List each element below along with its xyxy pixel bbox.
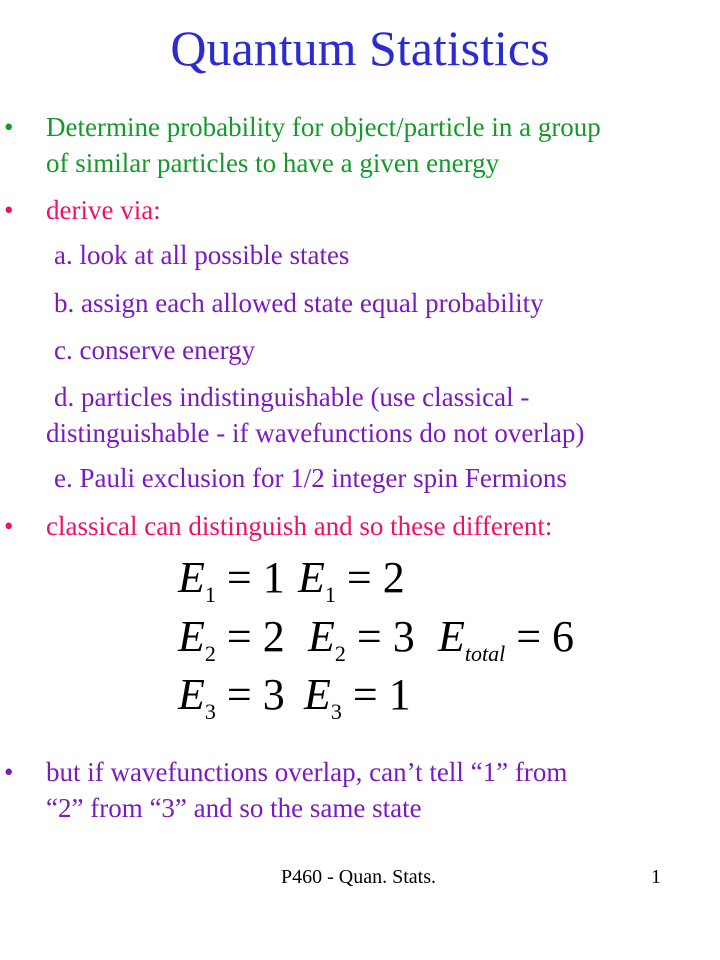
bullet-text: classical can distinguish and so these different: (46, 511, 553, 541)
bullet-text: derive via: (46, 195, 161, 225)
bullet-text: of similar particles to have a given energy (46, 148, 500, 178)
equation-e3-2: $E_3 = 1$ (304, 670, 411, 724)
sub-item-d-continued: distinguishable - if wavefunctions do not overlap) (46, 418, 585, 448)
equation-e1-2: $E_1 = 2$ (298, 553, 405, 607)
equation-e2-1: $E_2 = 2$ (178, 612, 285, 666)
slide-title: Quantum Statistics (170, 20, 550, 76)
bullet-text: Determine probability for object/particle in a group (46, 112, 601, 142)
bullet-marker: • (4, 757, 14, 787)
footer-page-number: 1 (651, 866, 661, 888)
bullet-marker: • (4, 112, 14, 142)
equation-e3-1: $E_3 = 3$ (178, 670, 285, 724)
sub-item-d: d. particles indistinguishable (use classical - (54, 382, 530, 412)
bullet-marker: • (4, 511, 14, 541)
bullet-marker: • (4, 195, 14, 225)
sub-item-a: a. look at all possible states (54, 240, 350, 270)
equation-e2-2: $E_2 = 3$ (308, 612, 415, 666)
sub-item-c: c. conserve energy (54, 335, 256, 365)
equation-e-total: $E_{total} = 6$ (438, 612, 575, 666)
footer-course: P460 - Quan. Stats. (281, 866, 436, 888)
bullet-text: “2” from “3” and so the same state (46, 793, 422, 823)
sub-item-b: b. assign each allowed state equal probability (54, 288, 544, 318)
bullet-text: but if wavefunctions overlap, can’t tell “1” from (46, 757, 568, 787)
equation-e1-1: $E_1 = 1$ (178, 553, 285, 607)
sub-item-e: e. Pauli exclusion for 1/2 integer spin Fermions (54, 463, 567, 493)
